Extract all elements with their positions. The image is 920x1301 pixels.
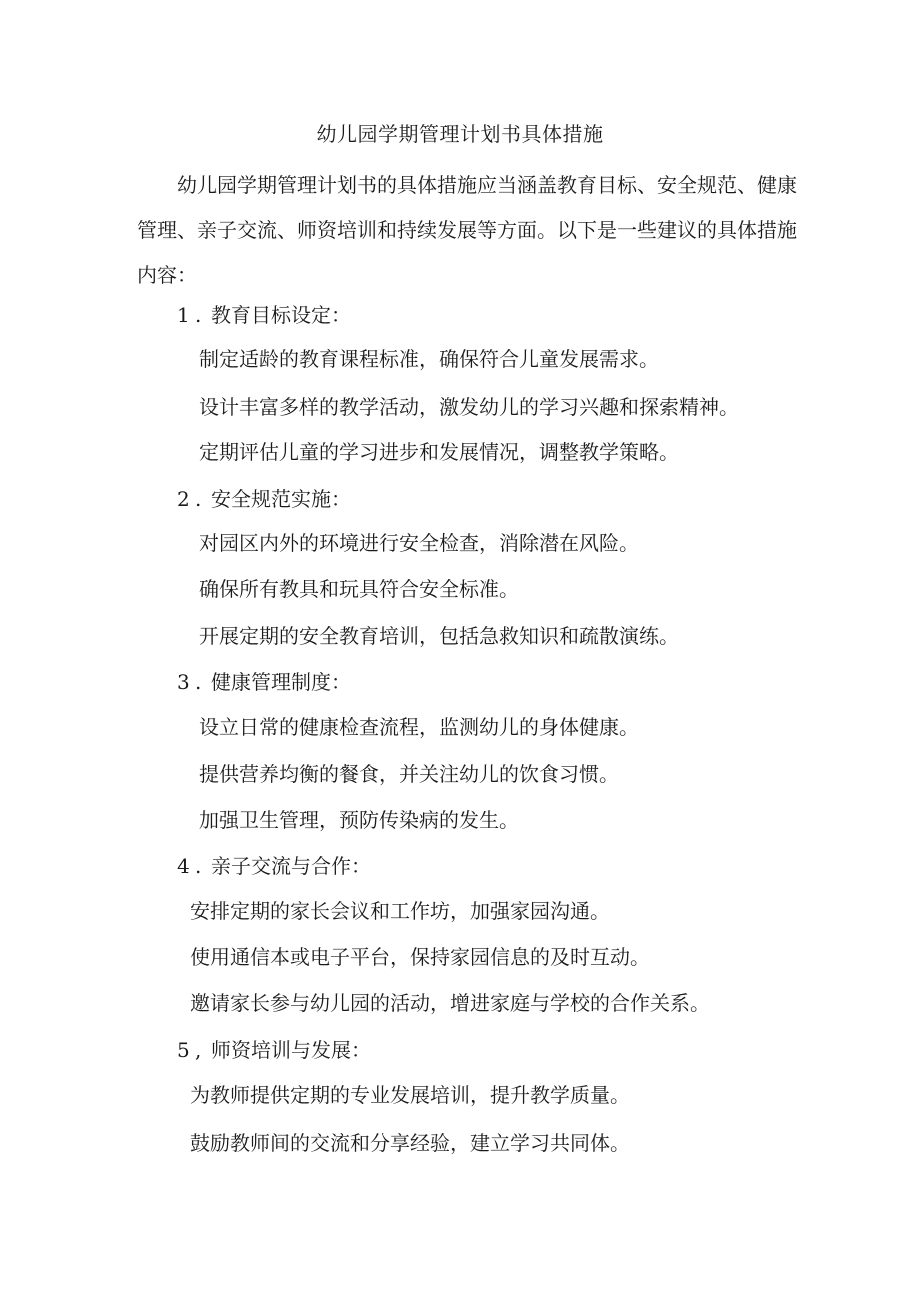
section-heading-text: 安全规范实施：: [211, 487, 351, 511]
section-heading-text: 师资培训与发展：: [211, 1038, 371, 1062]
list-item: 鼓励教师间的交流和分享经验，建立学习共同体。: [190, 1131, 630, 1155]
list-item: 设计丰富多样的教学活动，激发幼儿的学习兴趣和探索精神。: [199, 395, 739, 419]
section-heading-text: 亲子交流与合作：: [211, 854, 371, 878]
section-separator: ,: [195, 1038, 202, 1062]
list-item: 提供营养均衡的餐食，并关注幼儿的饮食习惯。: [199, 762, 619, 786]
section-number: 1: [177, 303, 190, 327]
list-item: 使用通信本或电子平台，保持家园信息的及时互动。: [190, 945, 650, 969]
section-heading-4: [177, 853, 371, 879]
list-item: 对园区内外的环境进行安全检查，消除潜在风险。: [199, 531, 639, 555]
section-heading-5: [177, 1037, 371, 1063]
section-number: 5: [177, 1038, 190, 1062]
list-item: 安排定期的家长会议和工作坊，加强家园沟通。: [190, 899, 610, 923]
section-heading-text: 健康管理制度：: [211, 670, 351, 694]
intro-paragraph: 幼儿园学期管理计划书的具体措施应当涵盖教育目标、安全规范、健康管理、亲子交流、师资培训和持续发展等方面。以下是一些建议的具体措施内容：: [137, 173, 797, 287]
section-heading-3: [177, 669, 351, 695]
section-number: 2: [177, 487, 190, 511]
list-item: 开展定期的安全教育培训，包括急救知识和疏散演练。: [199, 624, 679, 648]
section-heading-1: [177, 302, 351, 328]
section-separator: .: [195, 487, 202, 511]
section-separator: .: [195, 670, 202, 694]
document-title: 幼儿园学期管理计划书具体措施: [316, 122, 604, 146]
section-heading-text: 教育目标设定：: [211, 303, 351, 327]
list-item: 定期评估儿童的学习进步和发展情况，调整教学策略。: [199, 440, 679, 464]
list-item: 邀请家长参与幼儿园的活动，增进家庭与学校的合作关系。: [190, 991, 710, 1015]
list-item: 为教师提供定期的专业发展培训，提升教学质量。: [190, 1083, 630, 1107]
list-item: 确保所有教具和玩具符合安全标准。: [199, 577, 519, 601]
section-number: 4: [177, 854, 190, 878]
section-number: 3: [177, 670, 190, 694]
section-heading-2: [177, 486, 351, 512]
list-item: 加强卫生管理，预防传染病的发生。: [199, 808, 519, 832]
section-separator: .: [195, 303, 202, 327]
list-item: 设立日常的健康检查流程，监测幼儿的身体健康。: [199, 715, 639, 739]
section-separator: .: [195, 854, 202, 878]
list-item: 制定适龄的教育课程标准，确保符合儿童发展需求。: [199, 347, 659, 371]
